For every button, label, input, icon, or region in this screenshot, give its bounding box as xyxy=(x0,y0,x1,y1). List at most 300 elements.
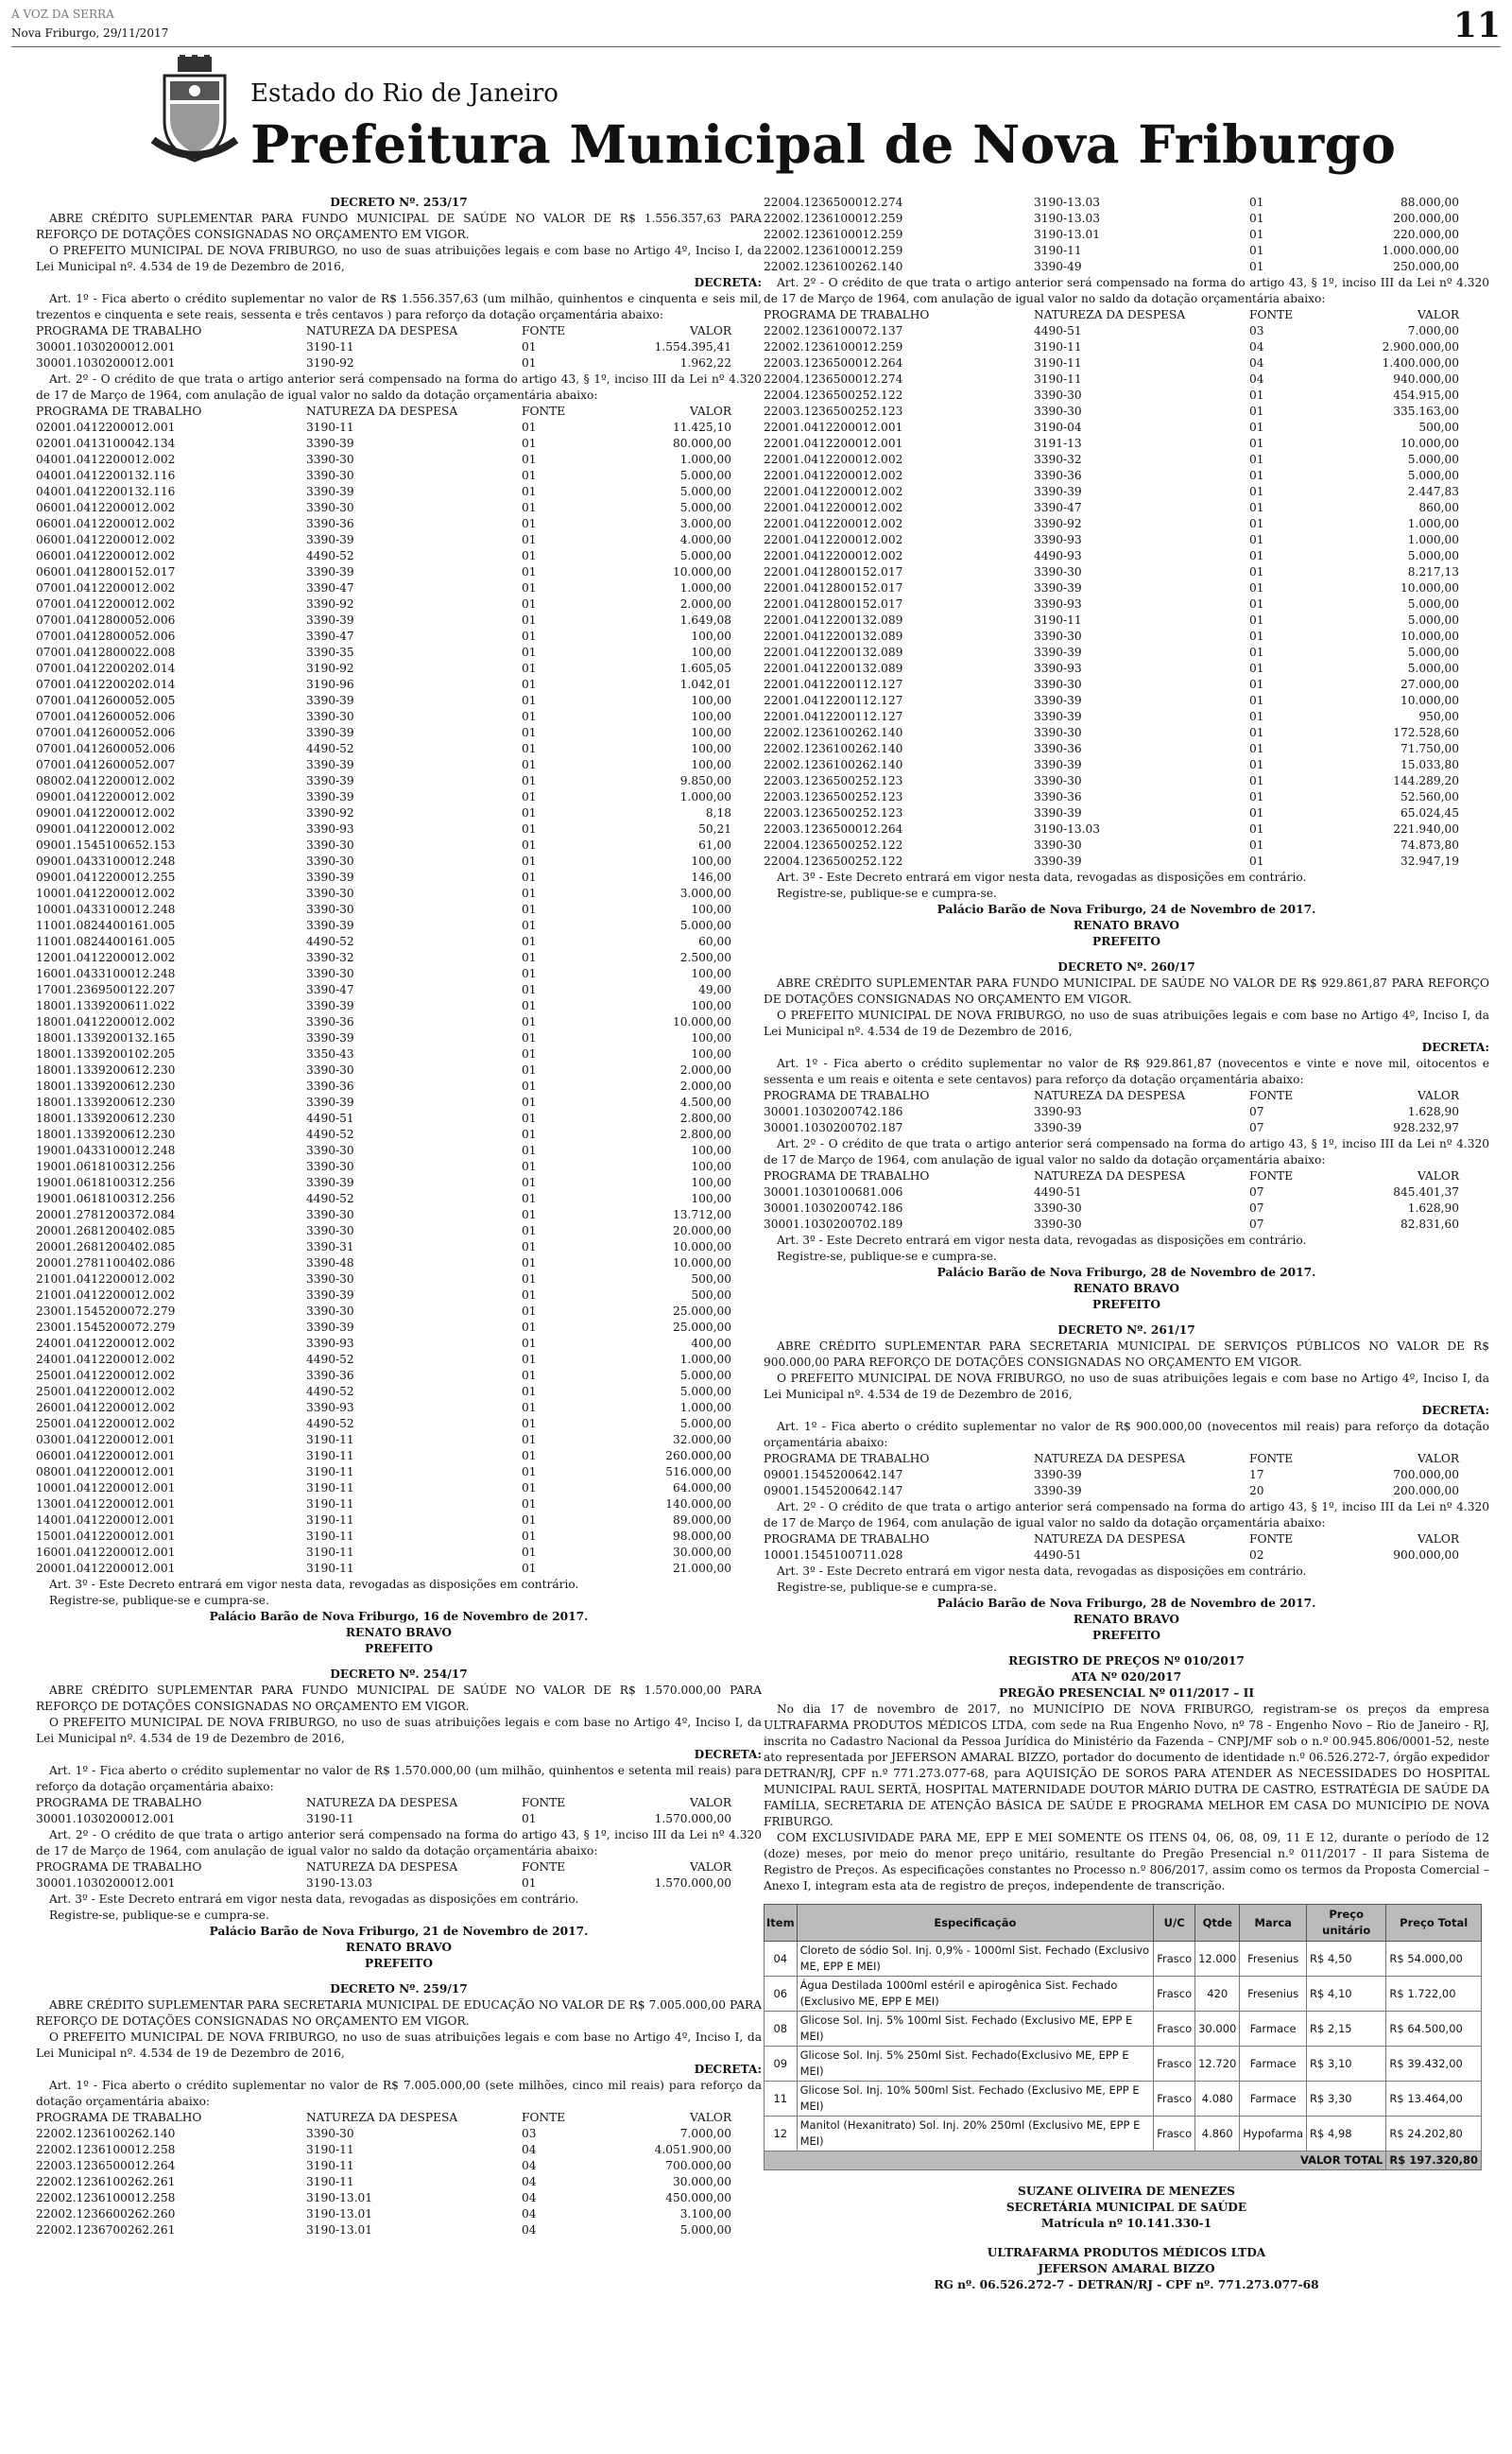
budget-cell: 3390-36 xyxy=(306,1080,354,1093)
budget-cell: 3390-39 xyxy=(1034,758,1082,771)
budget-cell: 22003.1236500252.123 xyxy=(764,774,903,787)
budget-cell: 3190-11 xyxy=(1034,244,1082,257)
budget-row xyxy=(36,1320,762,1336)
budget-cell: 3390-39 xyxy=(306,726,354,739)
budget-cell: 3390-36 xyxy=(1034,469,1082,482)
table-cell: 08 xyxy=(765,2012,798,2047)
budget-row xyxy=(36,934,762,950)
budget-cell: 01 xyxy=(522,533,537,546)
budget-cell: 10.000,00 xyxy=(1400,630,1459,643)
budget-row xyxy=(764,580,1489,596)
budget-cell: 3190-11 xyxy=(306,1497,354,1511)
budget-cell: 3390-32 xyxy=(1034,453,1082,466)
table-cell: Frasco xyxy=(1154,2117,1195,2152)
budget-cell: 21001.0412200012.002 xyxy=(36,1272,176,1286)
budget-cell: 01 xyxy=(1249,855,1264,868)
budget-cell: 22002.1236100012.258 xyxy=(36,2191,176,2204)
budget-row xyxy=(36,1352,762,1368)
table-row xyxy=(765,2047,1482,2082)
budget-cell: 2.000,00 xyxy=(679,597,731,611)
centered-heading: Palácio Barão de Nova Friburgo, 21 de Novembro de 2017. xyxy=(209,1925,589,1938)
budget-cell: 30001.1030200742.186 xyxy=(764,1105,903,1118)
budget-cell: 18001.1339200612.230 xyxy=(36,1128,176,1141)
budget-row xyxy=(36,500,762,516)
decreta-label: DECRETA: xyxy=(694,276,762,289)
paragraph: O PREFEITO MUNICIPAL DE NOVA FRIBURGO, no uso de suas atribuições legais e com base no Artigo 4º, Inciso I, da Lei Municipal nº. 4.534 de 19 de Dezembro de 2016, xyxy=(36,2031,762,2060)
budget-cell: 04001.0412200012.002 xyxy=(36,453,176,466)
budget-cell: 04 xyxy=(522,2207,537,2221)
budget-cell: 22002.1236100262.140 xyxy=(764,260,903,273)
budget-cell: 5.000,00 xyxy=(679,501,731,514)
budget-row xyxy=(36,1111,762,1127)
budget-cell: 01 xyxy=(522,646,537,659)
budget-row xyxy=(36,2222,762,2238)
budget-cell: 11001.0824400161.005 xyxy=(36,935,176,948)
table-header: Preço Total xyxy=(1386,1905,1482,1942)
budget-cell: 21.000,00 xyxy=(672,1562,731,1575)
paragraph: Art. 1º - Fica aberto o crédito suplementar no valor de R$ 900.000,00 (novecentos mil reais) para reforço da dotação orçamentária abaixo: xyxy=(764,1420,1489,1449)
budget-cell: 09001.1545200642.147 xyxy=(764,1484,903,1497)
budget-cell: 3390-93 xyxy=(1034,533,1082,546)
budget-cell: 1.000,00 xyxy=(679,1401,731,1414)
budget-cell: 18001.1339200611.022 xyxy=(36,999,176,1012)
budget-row xyxy=(36,516,762,532)
centered-heading: ATA Nº 020/2017 xyxy=(1071,1670,1182,1684)
centered-heading: Palácio Barão de Nova Friburgo, 24 de Novembro de 2017. xyxy=(936,903,1316,916)
budget-cell: 06001.0412200012.002 xyxy=(36,533,176,546)
budget-cell: 98.000,00 xyxy=(672,1529,731,1543)
budget-row xyxy=(36,2174,762,2190)
budget-cell: 5.000,00 xyxy=(1407,453,1459,466)
budget-cell: FONTE xyxy=(1249,1452,1294,1465)
budget-row xyxy=(36,2110,762,2126)
budget-cell: 01 xyxy=(522,1096,537,1109)
budget-cell: 07001.0412600052.006 xyxy=(36,710,176,723)
budget-cell: 26001.0412200012.002 xyxy=(36,1401,176,1414)
budget-row xyxy=(764,404,1489,420)
budget-cell: 01 xyxy=(522,710,537,723)
budget-cell: 3390-30 xyxy=(1034,630,1082,643)
budget-cell: 22002.1236100012.258 xyxy=(36,2143,176,2156)
budget-cell: NATUREZA DA DESPESA xyxy=(1034,308,1186,321)
budget-cell: 01 xyxy=(522,903,537,916)
budget-cell: 30.000,00 xyxy=(672,1546,731,1559)
budget-row xyxy=(36,1159,762,1175)
budget-cell: 07001.0412600052.005 xyxy=(36,694,176,707)
budget-row xyxy=(764,355,1489,372)
budget-cell: 3390-93 xyxy=(1034,597,1082,611)
budget-cell: 3390-36 xyxy=(306,1015,354,1028)
budget-cell: 22001.0412800152.017 xyxy=(764,597,903,611)
budget-row xyxy=(764,1120,1489,1136)
budget-cell: 60,00 xyxy=(698,935,731,948)
budget-cell: 01 xyxy=(1249,421,1264,434)
budget-cell: 22001.0412200112.127 xyxy=(764,710,903,723)
budget-cell: 18001.1339200612.230 xyxy=(36,1112,176,1125)
budget-cell: FONTE xyxy=(1249,1169,1294,1183)
budget-cell: 32.000,00 xyxy=(672,1433,731,1446)
budget-cell: 01 xyxy=(522,1546,537,1559)
budget-cell: 3390-30 xyxy=(1034,389,1082,402)
budget-cell: 01 xyxy=(522,581,537,595)
budget-cell: 3390-93 xyxy=(1034,1105,1082,1118)
signature-line: ULTRAFARMA PRODUTOS MÉDICOS LTDA xyxy=(987,2246,1266,2259)
budget-cell: 25001.0412200012.002 xyxy=(36,1385,176,1398)
budget-cell: 04 xyxy=(1249,372,1264,386)
budget-cell: 18001.1339200102.205 xyxy=(36,1047,176,1061)
budget-row xyxy=(36,1432,762,1448)
budget-cell: 03 xyxy=(522,2127,537,2140)
budget-cell: 06001.0412200012.001 xyxy=(36,1449,176,1462)
budget-cell: 07001.0412600052.006 xyxy=(36,726,176,739)
budget-cell: 1.400.000,00 xyxy=(1382,356,1459,370)
budget-cell: 01 xyxy=(522,340,537,354)
budget-cell: 22003.1236500252.123 xyxy=(764,790,903,804)
budget-row xyxy=(36,982,762,998)
budget-cell: 3390-30 xyxy=(306,1144,354,1157)
decree-section xyxy=(764,1322,1489,1644)
budget-cell: 3390-32 xyxy=(306,951,354,964)
budget-cell: 4490-51 xyxy=(306,1112,354,1125)
table-header: Preço unitário xyxy=(1307,1905,1386,1942)
budget-cell: 01 xyxy=(522,806,537,820)
budget-cell: 88.000,00 xyxy=(1400,196,1459,209)
budget-row xyxy=(36,789,762,805)
signature-line: SUZANE OLIVEIRA DE MENEZES xyxy=(1018,2185,1235,2198)
centered-heading: REGISTRO DE PREÇOS Nº 010/2017 xyxy=(1008,1654,1245,1668)
table-cell: 420 xyxy=(1195,1977,1240,2012)
budget-cell: 01 xyxy=(522,614,537,627)
budget-cell: 100,00 xyxy=(691,694,731,707)
budget-cell: 1.042,01 xyxy=(679,678,731,691)
paragraph: Art. 1º - Fica aberto o crédito suplementar no valor de R$ 1.570.000,00 (um milhão, quinhentos e setenta mil reais) para reforço da dotação orçamentária abaixo: xyxy=(36,1764,762,1793)
budget-row xyxy=(764,388,1489,404)
budget-cell: 7.000,00 xyxy=(1407,324,1459,337)
budget-cell: 3390-39 xyxy=(306,565,354,579)
paragraph: Art. 3º - Este Decreto entrará em vigor nesta data, revogadas as disposições em contrário. xyxy=(49,1892,579,1906)
budget-cell: 01 xyxy=(1249,726,1264,739)
budget-cell: 3190-13.03 xyxy=(1034,212,1101,225)
budget-row xyxy=(36,532,762,548)
budget-cell: 07001.0412800052.006 xyxy=(36,630,176,643)
budget-cell: 04 xyxy=(522,2223,537,2237)
budget-cell: 01 xyxy=(1249,774,1264,787)
budget-cell: 4.051.900,00 xyxy=(654,2143,731,2156)
total-label: VALOR TOTAL xyxy=(765,2152,1386,2170)
budget-cell: 4.000,00 xyxy=(679,533,731,546)
budget-cell: 01 xyxy=(522,356,537,370)
budget-cell: PROGRAMA DE TRABALHO xyxy=(764,1452,930,1465)
budget-cell: 3390-39 xyxy=(306,437,354,450)
budget-cell: 07001.0412800052.006 xyxy=(36,614,176,627)
budget-cell: PROGRAMA DE TRABALHO xyxy=(36,2111,202,2124)
table-cell: Frasco xyxy=(1154,2082,1195,2117)
budget-row xyxy=(36,1795,762,1811)
budget-cell: 27.000,00 xyxy=(1400,678,1459,691)
signature-line: RG nº. 06.526.272-7 - DETRAN/RJ - CPF nº. 771.273.077-68 xyxy=(934,2278,1319,2291)
budget-row xyxy=(36,677,762,693)
budget-cell: 1.628,90 xyxy=(1407,1105,1459,1118)
budget-cell: 22004.1236500012.274 xyxy=(764,196,903,209)
budget-cell: 3190-11 xyxy=(306,1449,354,1462)
budget-row xyxy=(36,1095,762,1111)
budget-cell: 04 xyxy=(522,2143,537,2156)
table-cell: 12 xyxy=(765,2117,798,2152)
budget-cell: 01 xyxy=(522,1128,537,1141)
table-cell: Glicose Sol. Inj. 10% 500ml Sist. Fechado (Exclusivo ME, EPP E MEI) xyxy=(797,2082,1154,2117)
budget-cell: 15.033,80 xyxy=(1400,758,1459,771)
budget-cell: 01 xyxy=(522,1256,537,1270)
budget-row xyxy=(764,1201,1489,1217)
paragraph: ABRE CRÉDITO SUPLEMENTAR PARA FUNDO MUNICIPAL DE SAÚDE NO VALOR DE R$ 929.861,87 PARA REFORÇO DE DOTAÇÕES CONSIGNADAS NO ORÇAMENTO EM VIGOR. xyxy=(764,976,1489,1006)
budget-row xyxy=(36,1271,762,1287)
budget-row xyxy=(764,1467,1489,1483)
page-header xyxy=(11,6,1501,47)
budget-cell: 16001.0412200012.001 xyxy=(36,1546,176,1559)
budget-cell: 100,00 xyxy=(691,1047,731,1061)
budget-cell: 01 xyxy=(1249,228,1264,241)
budget-cell: 01 xyxy=(522,1272,537,1286)
budget-cell: 01 xyxy=(1249,212,1264,225)
budget-row xyxy=(36,950,762,966)
budget-cell: 22001.0412200012.002 xyxy=(764,533,903,546)
budget-cell: NATUREZA DA DESPESA xyxy=(1034,1089,1186,1102)
decree-section xyxy=(36,1667,762,1972)
budget-cell: FONTE xyxy=(522,1860,566,1874)
table-cell: R$ 3,30 xyxy=(1307,2082,1386,2117)
budget-cell: 20 xyxy=(1249,1484,1264,1497)
budget-cell: 3390-47 xyxy=(306,983,354,996)
paragraph: Art. 1º - Fica aberto o crédito suplementar no valor de R$ 1.556.357,63 (um milhão, quinhentos e cinquenta e seis mil, trezentos e cinquenta e sete reais, sessenta e três centavos ) para reforço da dotação orçamentária abaixo: xyxy=(36,292,762,321)
budget-cell: 06001.0412200012.002 xyxy=(36,517,176,530)
centered-heading: DECRETO Nº. 259/17 xyxy=(330,1982,468,1996)
budget-row xyxy=(764,564,1489,580)
budget-row xyxy=(36,468,762,484)
paragraph: Art. 3º - Este Decreto entrará em vigor nesta data, revogadas as disposições em contrário. xyxy=(49,1578,579,1591)
budget-cell: 20001.2681200402.085 xyxy=(36,1240,176,1253)
budget-cell: 06001.0412200012.002 xyxy=(36,549,176,562)
budget-cell: 3190-11 xyxy=(306,1546,354,1559)
budget-cell: 30001.1030200702.187 xyxy=(764,1121,903,1134)
budget-row xyxy=(36,1384,762,1400)
budget-cell: 5.000,00 xyxy=(679,1417,731,1430)
budget-cell: 19001.0433100012.248 xyxy=(36,1144,176,1157)
budget-cell: 23001.1545200072.279 xyxy=(36,1321,176,1334)
budget-cell: 06001.0412800152.017 xyxy=(36,565,176,579)
budget-cell: 3390-35 xyxy=(306,646,354,659)
budget-cell: 4.500,00 xyxy=(679,1096,731,1109)
budget-row xyxy=(764,500,1489,516)
budget-cell: 01 xyxy=(1249,485,1264,498)
budget-cell: 01 xyxy=(522,501,537,514)
budget-cell: 3.100,00 xyxy=(679,2207,731,2221)
budget-cell: 01 xyxy=(522,421,537,434)
budget-cell: 02001.0413100042.134 xyxy=(36,437,176,450)
budget-cell: 07001.0412600052.007 xyxy=(36,758,176,771)
budget-cell: 04 xyxy=(522,2175,537,2188)
budget-cell: 14001.0412200012.001 xyxy=(36,1513,176,1527)
centered-heading: DECRETO Nº. 260/17 xyxy=(1057,960,1195,974)
budget-row xyxy=(764,741,1489,757)
budget-cell: 30001.1030200012.001 xyxy=(36,1876,176,1890)
budget-cell: 200.000,00 xyxy=(1393,212,1459,225)
budget-cell: 5.000,00 xyxy=(1407,597,1459,611)
budget-cell: PROGRAMA DE TRABALHO xyxy=(764,1532,930,1546)
budget-cell: 07001.0412600052.006 xyxy=(36,742,176,755)
budget-row xyxy=(36,1014,762,1030)
budget-row xyxy=(764,596,1489,613)
budget-cell: 24001.0412200012.002 xyxy=(36,1353,176,1366)
budget-row xyxy=(36,1255,762,1271)
centered-heading: DECRETO Nº. 253/17 xyxy=(330,196,468,209)
budget-cell: 3390-39 xyxy=(1034,646,1082,659)
budget-cell: 01 xyxy=(522,1063,537,1077)
budget-cell: 3190-11 xyxy=(306,1513,354,1527)
budget-cell: 22002.1236600262.260 xyxy=(36,2207,176,2221)
budget-cell: 3390-36 xyxy=(1034,790,1082,804)
budget-cell: 3.000,00 xyxy=(679,517,731,530)
budget-row xyxy=(36,870,762,886)
budget-cell: 01 xyxy=(522,1031,537,1045)
budget-cell: 3191-13 xyxy=(1034,437,1082,450)
budget-cell: 18001.1339200132.165 xyxy=(36,1031,176,1045)
budget-row xyxy=(36,548,762,564)
budget-cell: 3390-39 xyxy=(306,790,354,804)
budget-cell: 12001.0412200012.002 xyxy=(36,951,176,964)
budget-cell: 1.554.395,41 xyxy=(654,340,731,354)
budget-cell: 52.560,00 xyxy=(1400,790,1459,804)
budget-row xyxy=(36,1030,762,1046)
budget-row xyxy=(36,1336,762,1352)
budget-cell: 3390-30 xyxy=(306,838,354,852)
budget-cell: 3190-92 xyxy=(306,662,354,675)
budget-row xyxy=(764,243,1489,259)
budget-cell: 25001.0412200012.002 xyxy=(36,1417,176,1430)
budget-cell: 09001.0412200012.002 xyxy=(36,806,176,820)
budget-cell: 3390-30 xyxy=(306,887,354,900)
budget-row xyxy=(764,677,1489,693)
budget-cell: 5.000,00 xyxy=(679,469,731,482)
budget-cell: 01 xyxy=(522,758,537,771)
budget-cell: 22002.1236100012.259 xyxy=(764,212,903,225)
budget-cell: 100,00 xyxy=(691,1192,731,1205)
budget-cell: 221.940,00 xyxy=(1393,822,1459,836)
budget-cell: 3390-36 xyxy=(306,517,354,530)
budget-cell: 3390-30 xyxy=(1034,405,1082,418)
budget-row xyxy=(36,902,762,918)
budget-cell: 3390-39 xyxy=(1034,1121,1082,1134)
budget-cell: FONTE xyxy=(522,1796,566,1809)
budget-cell: 3390-30 xyxy=(1034,838,1082,852)
budget-cell: 01 xyxy=(522,1812,537,1825)
budget-cell: 3190-92 xyxy=(306,356,354,370)
budget-cell: 1.962,22 xyxy=(679,356,731,370)
budget-cell: 900.000,00 xyxy=(1393,1548,1459,1562)
budget-cell: 01 xyxy=(522,1449,537,1462)
budget-cell: 250.000,00 xyxy=(1393,260,1459,273)
budget-cell: 2.000,00 xyxy=(679,1063,731,1077)
budget-cell: 22001.0412200112.127 xyxy=(764,678,903,691)
budget-cell: 01 xyxy=(522,838,537,852)
budget-cell: FONTE xyxy=(522,324,566,337)
budget-cell: 2.800,00 xyxy=(679,1112,731,1125)
budget-cell: 89.000,00 xyxy=(672,1513,731,1527)
budget-cell: 17001.2369500122.207 xyxy=(36,983,176,996)
budget-cell: 13.712,00 xyxy=(672,1208,731,1221)
budget-cell: 940.000,00 xyxy=(1393,372,1459,386)
budget-cell: 01 xyxy=(522,597,537,611)
budget-cell: 4490-52 xyxy=(306,742,354,755)
budget-row xyxy=(36,1207,762,1223)
budget-cell: 7.000,00 xyxy=(679,2127,731,2140)
centered-heading: Palácio Barão de Nova Friburgo, 28 de Novembro de 2017. xyxy=(936,1266,1316,1279)
paragraph: ABRE CRÉDITO SUPLEMENTAR PARA FUNDO MUNICIPAL DE SAÚDE NO VALOR DE R$ 1.556.357,63 PARA REFORÇO DE DOTAÇÕES CONSIGNADAS NO ORÇAMENTO EM VIGOR. xyxy=(36,212,762,241)
budget-row xyxy=(764,339,1489,355)
budget-row xyxy=(764,1547,1489,1564)
budget-cell: 3190-13.01 xyxy=(1034,228,1101,241)
budget-cell: 4490-52 xyxy=(306,1385,354,1398)
budget-cell: 144.289,20 xyxy=(1393,774,1459,787)
table-cell: R$ 4,98 xyxy=(1307,2117,1386,2152)
budget-row xyxy=(36,1239,762,1255)
budget-row xyxy=(36,821,762,838)
budget-cell: 07 xyxy=(1249,1185,1264,1199)
budget-cell: 01 xyxy=(522,1513,537,1527)
centered-heading: DECRETO Nº. 261/17 xyxy=(1057,1323,1195,1337)
budget-cell: 01 xyxy=(522,1321,537,1334)
budget-cell: 3190-11 xyxy=(1034,614,1082,627)
decree-section xyxy=(764,959,1489,1313)
budget-cell: 01 xyxy=(1249,196,1264,209)
budget-cell: 01 xyxy=(1249,453,1264,466)
budget-cell: VALOR xyxy=(1417,1452,1459,1465)
budget-row xyxy=(36,1416,762,1432)
budget-row xyxy=(36,1223,762,1239)
budget-cell: 01 xyxy=(522,774,537,787)
budget-row xyxy=(36,1191,762,1207)
decree-section xyxy=(36,195,762,1657)
budget-cell: 01 xyxy=(522,1305,537,1318)
budget-row xyxy=(764,1104,1489,1120)
budget-cell: NATUREZA DA DESPESA xyxy=(1034,1169,1186,1183)
budget-cell: 22001.0412200132.089 xyxy=(764,646,903,659)
budget-cell: 3390-93 xyxy=(306,1401,354,1414)
budget-cell: 22001.0412200132.089 xyxy=(764,614,903,627)
budget-cell: 01 xyxy=(522,565,537,579)
budget-row xyxy=(36,645,762,661)
budget-cell: 01 xyxy=(522,1465,537,1478)
budget-cell: 01 xyxy=(522,1529,537,1543)
budget-cell: 3390-30 xyxy=(306,1063,354,1077)
table-cell: R$ 4,10 xyxy=(1307,1977,1386,2012)
budget-row xyxy=(36,1859,762,1875)
budget-row xyxy=(764,709,1489,725)
budget-cell: 3390-39 xyxy=(306,871,354,884)
budget-cell: 09001.0433100012.248 xyxy=(36,855,176,868)
budget-cell: 22002.1236100012.259 xyxy=(764,244,903,257)
budget-cell: 01 xyxy=(1249,244,1264,257)
budget-cell: 200.000,00 xyxy=(1393,1484,1459,1497)
budget-cell: 3390-92 xyxy=(306,597,354,611)
budget-cell: 22001.0412200012.001 xyxy=(764,421,903,434)
budget-cell: 140.000,00 xyxy=(665,1497,731,1511)
newspaper-name: A VOZ DA SERRA xyxy=(11,8,114,21)
centered-heading: Palácio Barão de Nova Friburgo, 16 de Novembro de 2017. xyxy=(209,1610,589,1623)
budget-row xyxy=(36,339,762,355)
budget-cell: 11001.0824400161.005 xyxy=(36,919,176,932)
budget-cell: 09001.1545100652.153 xyxy=(36,838,176,852)
budget-cell: 3390-39 xyxy=(1034,806,1082,820)
